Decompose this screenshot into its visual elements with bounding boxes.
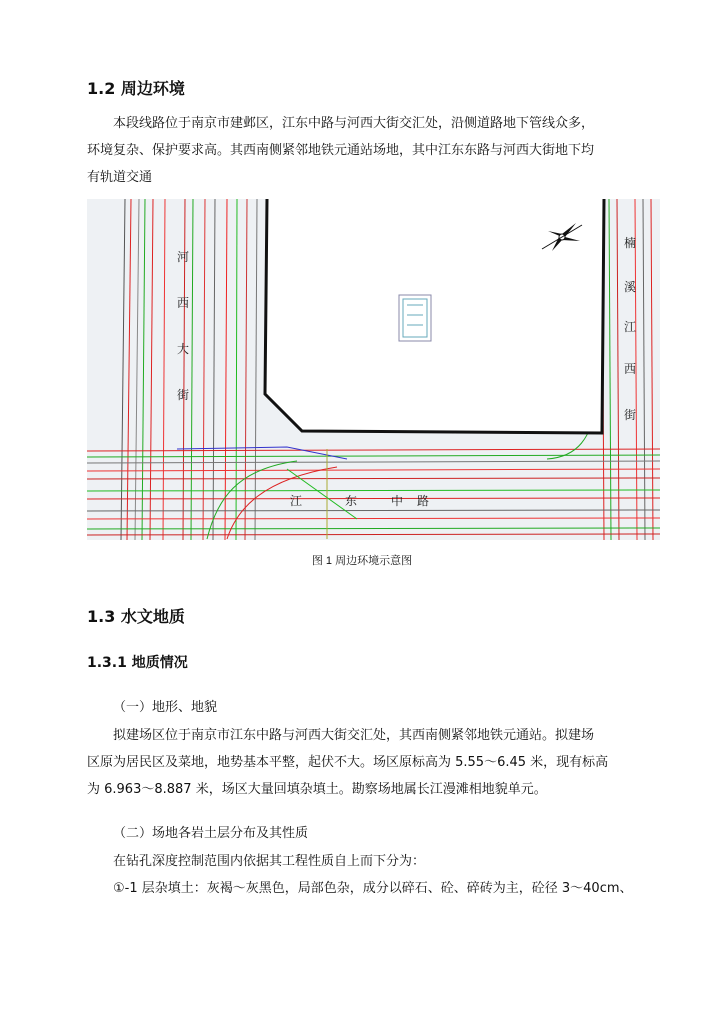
paragraph-line: 环境复杂、保护要求高。其西南侧紧邻地铁元通站场地，其中江东东路与河西大街地下均 xyxy=(87,143,595,158)
paragraph-line: 为 6.963～8.887 米，场区大量回填杂填土。勘察场地属长江漫滩相地貌单元。 xyxy=(87,782,547,797)
paragraph-line: 拟建场区位于南京市江东中路与河西大街交汇处，其西南侧紧邻地铁元通站。拟建场 xyxy=(113,728,595,743)
svg-text:楠: 楠 xyxy=(624,236,637,250)
svg-text:东: 东 xyxy=(345,494,358,508)
figure-caption: 图 1 周边环境示意图 xyxy=(311,555,413,567)
soil-layer-1-line: ①-1 层杂填土：灰褐～灰黑色，局部色杂，成分以碎石、砼、碎砖为主，砼径 3～40cm、 xyxy=(113,881,633,896)
svg-text:大: 大 xyxy=(177,342,190,356)
list-item-terrain: （一）地形、地貌 xyxy=(113,700,218,715)
svg-text:江: 江 xyxy=(624,320,637,334)
paragraph-line: 本段线路位于南京市建邺区，江东中路与河西大街交汇处，沿侧道路地下管线众多， xyxy=(113,116,595,131)
paragraph-line: 有轨道交通 xyxy=(87,170,153,185)
svg-text:河: 河 xyxy=(177,250,190,264)
svg-text:江: 江 xyxy=(290,494,303,508)
svg-text:街: 街 xyxy=(624,408,637,422)
site-boundary xyxy=(265,199,604,433)
svg-text:路: 路 xyxy=(417,494,430,508)
svg-text:溪: 溪 xyxy=(624,280,637,294)
section-1-3-1-paragraph xyxy=(87,722,672,803)
paragraph-line: 区原为居民区及菜地，地势基本平整，起伏不大。场区原标高为 5.55～6.45 米，现有标高 xyxy=(87,755,609,770)
section-heading-1-3-1: 1.3.1 地质情况 xyxy=(87,655,188,671)
site-plan-drawing xyxy=(87,199,660,540)
svg-text:西: 西 xyxy=(624,362,637,376)
soil-intro-line: 在钻孔深度控制范围内依据其工程性质自上而下分为： xyxy=(113,854,426,869)
svg-text:街: 街 xyxy=(177,388,190,402)
section-heading-1-2: 1.2 周边环境 xyxy=(87,79,185,98)
list-item-soil-layers: （二）场地各岩土层分布及其性质 xyxy=(113,826,309,841)
svg-text:中: 中 xyxy=(391,494,404,508)
svg-text:西: 西 xyxy=(177,296,190,310)
section-1-2-paragraph xyxy=(87,110,672,191)
section-heading-1-3: 1.3 水文地质 xyxy=(87,607,185,626)
site-plan-figure xyxy=(87,199,660,540)
